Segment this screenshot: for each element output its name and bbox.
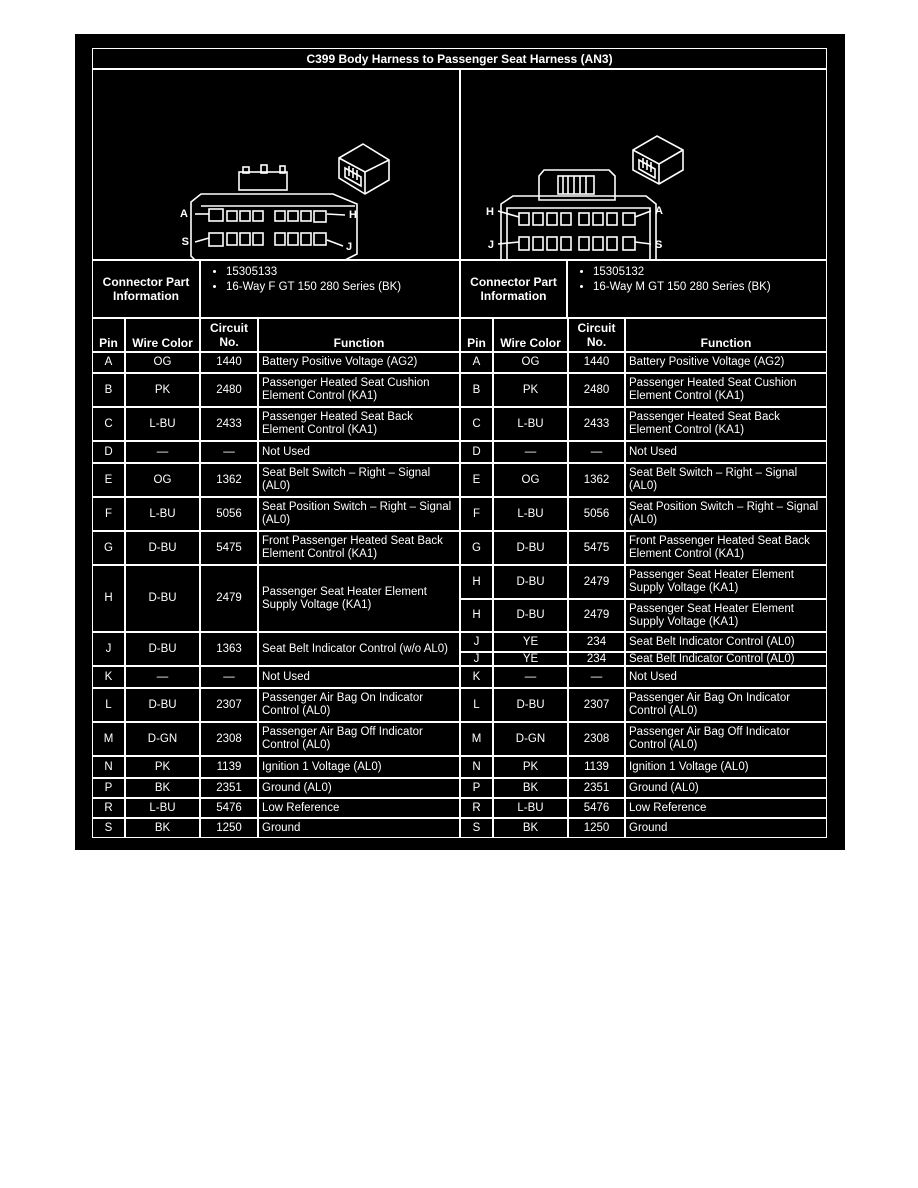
table-cell-circuit: 234 xyxy=(568,652,625,666)
table-cell-wire: — xyxy=(125,441,200,463)
connector-part-info xyxy=(200,260,460,318)
table-cell-wire: D-BU xyxy=(493,565,568,599)
table-cell-pin: H xyxy=(92,565,125,632)
table-cell-function: Seat Belt Indicator Control (AL0) xyxy=(625,652,827,666)
table-cell-circuit: 2480 xyxy=(200,373,258,407)
table-cell-wire: D-BU xyxy=(125,565,200,632)
table-cell-circuit: 2480 xyxy=(568,373,625,407)
pin-j-label: J xyxy=(487,239,494,251)
table-cell-function: Passenger Air Bag On Indicator Control (AL0) xyxy=(258,688,460,722)
table-cell-circuit: 1139 xyxy=(200,756,258,778)
table-cell-function: Seat Belt Indicator Control (AL0) xyxy=(625,632,827,652)
table-cell-wire: OG xyxy=(493,352,568,373)
table-cell-wire: D-GN xyxy=(493,722,568,756)
table-cell-function: Not Used xyxy=(625,441,827,463)
table-cell-circuit: 2307 xyxy=(568,688,625,722)
table-cell-wire: PK xyxy=(125,373,200,407)
table-cell-function: Passenger Air Bag Off Indicator Control (AL0) xyxy=(625,722,827,756)
pin-h-label: H xyxy=(486,206,494,218)
table-cell-circuit: 2479 xyxy=(568,565,625,599)
table-cell-pin: D xyxy=(92,441,125,463)
table-cell-pin: E xyxy=(92,463,125,497)
table-cell-pin: B xyxy=(92,373,125,407)
table-cell-function: Not Used xyxy=(625,666,827,688)
pin-h-label: H xyxy=(349,209,357,221)
table-cell-function: Ground (AL0) xyxy=(625,778,827,798)
table-cell-wire: OG xyxy=(493,463,568,497)
table-cell-circuit: — xyxy=(200,441,258,463)
male-connector-drawing xyxy=(461,70,826,259)
table-cell-pin: J xyxy=(460,632,493,652)
table-cell-function: Seat Belt Switch – Right – Signal (AL0) xyxy=(258,463,460,497)
table-cell-wire: L-BU xyxy=(493,407,568,441)
pin-a-label: A xyxy=(180,208,188,220)
female-connector-diagram xyxy=(92,69,460,260)
table-cell-wire: L-BU xyxy=(125,407,200,441)
table-cell-pin: K xyxy=(460,666,493,688)
table-cell-circuit: 5056 xyxy=(568,497,625,531)
column-header-wire-color: Wire Color xyxy=(493,318,568,352)
table-cell-function: Passenger Heated Seat Cushion Element Control (KA1) xyxy=(625,373,827,407)
table-title: C399 Body Harness to Passenger Seat Harness (AN3) xyxy=(92,48,827,69)
table-cell-function: Passenger Air Bag Off Indicator Control (AL0) xyxy=(258,722,460,756)
table-cell-wire: PK xyxy=(125,756,200,778)
table-cell-function: Front Passenger Heated Seat Back Element Control (KA1) xyxy=(258,531,460,565)
table-cell-function: Ignition 1 Voltage (AL0) xyxy=(625,756,827,778)
pin-j-label: J xyxy=(346,241,353,253)
table-cell-pin: H xyxy=(460,565,493,599)
table-cell-wire: OG xyxy=(125,352,200,373)
table-cell-function: Not Used xyxy=(258,666,460,688)
table-cell-wire: D-BU xyxy=(493,599,568,632)
pin-s-label: S xyxy=(181,236,189,248)
table-cell-wire: D-BU xyxy=(125,632,200,666)
table-cell-function: Not Used xyxy=(258,441,460,463)
table-cell-circuit: 2308 xyxy=(200,722,258,756)
table-cell-circuit: 1440 xyxy=(200,352,258,373)
table-cell-circuit: 5476 xyxy=(568,798,625,818)
pin-a-label: A xyxy=(655,205,663,217)
table-cell-wire: — xyxy=(493,666,568,688)
table-cell-pin: P xyxy=(92,778,125,798)
connector-part-info-label: Connector Part Information xyxy=(92,260,200,318)
pin-s-label: S xyxy=(655,239,663,251)
column-header-wire-color: Wire Color xyxy=(125,318,200,352)
table-cell-wire: PK xyxy=(493,373,568,407)
table-cell-function: Low Reference xyxy=(258,798,460,818)
table-cell-function: Seat Belt Indicator Control (w/o AL0) xyxy=(258,632,460,666)
column-header-pin: Pin xyxy=(92,318,125,352)
table-cell-circuit: 5056 xyxy=(200,497,258,531)
table-cell-pin: P xyxy=(460,778,493,798)
table-cell-circuit: 234 xyxy=(568,632,625,652)
table-cell-wire: PK xyxy=(493,756,568,778)
table-cell-pin: E xyxy=(460,463,493,497)
male-connector-diagram xyxy=(460,69,827,260)
pinout-table xyxy=(75,34,845,850)
table-cell-pin: A xyxy=(460,352,493,373)
connector-part-info-label: Connector Part Information xyxy=(460,260,567,318)
table-cell-pin: L xyxy=(460,688,493,722)
table-cell-pin: J xyxy=(92,632,125,666)
table-cell-circuit: 2479 xyxy=(200,565,258,632)
column-header-function: Function xyxy=(258,318,460,352)
table-cell-circuit: 2351 xyxy=(568,778,625,798)
table-cell-pin: C xyxy=(92,407,125,441)
table-cell-circuit: 1250 xyxy=(568,818,625,838)
table-cell-circuit: 5475 xyxy=(568,531,625,565)
table-cell-function: Ground xyxy=(258,818,460,838)
table-cell-function: Ground xyxy=(625,818,827,838)
table-cell-pin: R xyxy=(92,798,125,818)
table-cell-circuit: 1139 xyxy=(568,756,625,778)
table-cell-pin: M xyxy=(92,722,125,756)
table-cell-pin: K xyxy=(92,666,125,688)
table-cell-circuit: 5476 xyxy=(200,798,258,818)
table-cell-wire: L-BU xyxy=(125,798,200,818)
table-cell-function: Passenger Seat Heater Element Supply Voltage (KA1) xyxy=(258,565,460,632)
table-cell-circuit: 1363 xyxy=(200,632,258,666)
table-cell-pin: D xyxy=(460,441,493,463)
table-cell-wire: D-GN xyxy=(125,722,200,756)
table-cell-pin: A xyxy=(92,352,125,373)
table-cell-wire: YE xyxy=(493,652,568,666)
table-cell-wire: D-BU xyxy=(125,531,200,565)
table-cell-circuit: 1250 xyxy=(200,818,258,838)
female-connector-drawing xyxy=(93,70,459,259)
table-cell-circuit: 1362 xyxy=(200,463,258,497)
column-header-circuit: Circuit No. xyxy=(200,318,258,352)
table-cell-pin: C xyxy=(460,407,493,441)
table-cell-pin: M xyxy=(460,722,493,756)
table-cell-circuit: 2307 xyxy=(200,688,258,722)
table-cell-wire: D-BU xyxy=(493,688,568,722)
table-cell-wire: L-BU xyxy=(493,798,568,818)
table-cell-circuit: 2479 xyxy=(568,599,625,632)
table-cell-pin: B xyxy=(460,373,493,407)
table-cell-pin: N xyxy=(92,756,125,778)
part-description: • 16-Way F GT 150 280 Series (BK) xyxy=(226,280,459,295)
table-cell-wire: BK xyxy=(493,778,568,798)
table-cell-wire: BK xyxy=(125,778,200,798)
table-cell-function: Passenger Heated Seat Back Element Control (KA1) xyxy=(625,407,827,441)
column-header-function: Function xyxy=(625,318,827,352)
table-cell-circuit: 2351 xyxy=(200,778,258,798)
table-cell-pin: L xyxy=(92,688,125,722)
table-cell-pin: S xyxy=(92,818,125,838)
table-cell-wire: BK xyxy=(493,818,568,838)
table-cell-wire: L-BU xyxy=(125,497,200,531)
table-cell-pin: H xyxy=(460,599,493,632)
table-cell-wire: L-BU xyxy=(493,497,568,531)
table-cell-function: Battery Positive Voltage (AG2) xyxy=(258,352,460,373)
table-cell-function: Seat Belt Switch – Right – Signal (AL0) xyxy=(625,463,827,497)
table-cell-pin: G xyxy=(92,531,125,565)
table-cell-circuit: 2433 xyxy=(568,407,625,441)
table-cell-pin: N xyxy=(460,756,493,778)
table-cell-function: Passenger Heated Seat Cushion Element Control (KA1) xyxy=(258,373,460,407)
table-cell-circuit: 2308 xyxy=(568,722,625,756)
table-cell-pin: F xyxy=(460,497,493,531)
table-cell-function: Front Passenger Heated Seat Back Element Control (KA1) xyxy=(625,531,827,565)
table-cell-pin: R xyxy=(460,798,493,818)
table-cell-circuit: — xyxy=(568,441,625,463)
table-cell-wire: D-BU xyxy=(125,688,200,722)
table-cell-wire: BK xyxy=(125,818,200,838)
table-cell-function: Passenger Air Bag On Indicator Control (AL0) xyxy=(625,688,827,722)
table-cell-function: Seat Position Switch – Right – Signal (AL0) xyxy=(258,497,460,531)
table-cell-function: Low Reference xyxy=(625,798,827,818)
connector-part-info xyxy=(567,260,827,318)
table-cell-pin: J xyxy=(460,652,493,666)
table-cell-circuit: 5475 xyxy=(200,531,258,565)
table-cell-circuit: 2433 xyxy=(200,407,258,441)
table-cell-circuit: 1362 xyxy=(568,463,625,497)
table-cell-function: Ignition 1 Voltage (AL0) xyxy=(258,756,460,778)
table-cell-pin: S xyxy=(460,818,493,838)
table-cell-pin: G xyxy=(460,531,493,565)
table-cell-circuit: 1440 xyxy=(568,352,625,373)
table-cell-circuit: — xyxy=(568,666,625,688)
table-cell-wire: D-BU xyxy=(493,531,568,565)
table-cell-pin: F xyxy=(92,497,125,531)
table-cell-wire: YE xyxy=(493,632,568,652)
table-cell-wire: OG xyxy=(125,463,200,497)
table-cell-wire: — xyxy=(493,441,568,463)
table-cell-function: Passenger Seat Heater Element Supply Voltage (KA1) xyxy=(625,565,827,599)
column-header-pin: Pin xyxy=(460,318,493,352)
table-cell-function: Passenger Seat Heater Element Supply Voltage (KA1) xyxy=(625,599,827,632)
table-cell-wire: — xyxy=(125,666,200,688)
table-cell-function: Battery Positive Voltage (AG2) xyxy=(625,352,827,373)
part-number: • 15305133 xyxy=(226,265,459,280)
table-cell-function: Seat Position Switch – Right – Signal (AL0) xyxy=(625,497,827,531)
column-header-circuit: Circuit No. xyxy=(568,318,625,352)
part-number: • 15305132 xyxy=(593,265,826,280)
table-cell-function: Ground (AL0) xyxy=(258,778,460,798)
part-description: • 16-Way M GT 150 280 Series (BK) xyxy=(593,280,826,295)
table-cell-function: Passenger Heated Seat Back Element Control (KA1) xyxy=(258,407,460,441)
table-cell-circuit: — xyxy=(200,666,258,688)
